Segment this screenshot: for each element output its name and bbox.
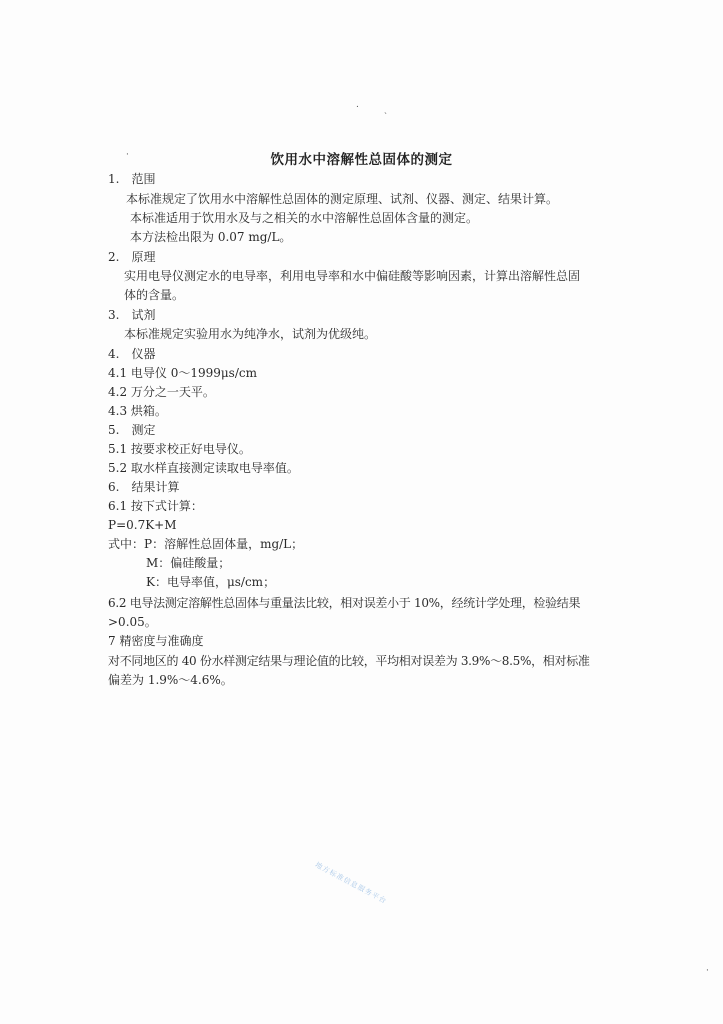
- body-line: >0.05。: [108, 615, 157, 629]
- section-heading-precision: 7 精密度与准确度: [108, 634, 204, 648]
- section-heading-principle: 2. 原理: [108, 250, 156, 264]
- body-line: 5.2 取水样直接测定读取电导率值。: [108, 461, 299, 475]
- body-line: M：偏硅酸量；: [146, 556, 231, 570]
- document-title: 饮用水中溶解性总固体的测定: [270, 152, 453, 168]
- body-line: 偏差为 1.9%～4.6%。: [108, 673, 233, 687]
- body-line: 6.1 按下式计算：: [108, 499, 203, 513]
- scan-speck: ˏ: [384, 105, 387, 115]
- watermark: 地方标准信息服务平台: [313, 860, 389, 906]
- body-line: 本方法检出限为 0.07 mg/L。: [130, 230, 292, 244]
- section-heading-scope: 1. 范围: [108, 172, 156, 186]
- section-heading-apparatus: 4. 仪器: [108, 347, 156, 361]
- body-line: 本标准适用于饮用水及与之相关的水中溶解性总固体含量的测定。: [130, 211, 479, 225]
- body-line: 4.1 电导仪 0～1999μs/cm: [108, 366, 257, 380]
- section-heading-measurement: 5. 测定: [108, 423, 156, 437]
- body-line: 体的含量。: [124, 288, 185, 302]
- scan-speck: ·: [126, 150, 129, 160]
- formula: P=0.7K+M: [108, 518, 177, 532]
- body-line: 式中：P：溶解性总固体量，mg/L；: [108, 537, 304, 551]
- section-heading-calculation: 6. 结果计算: [108, 480, 180, 494]
- body-line: 6.2 电导法测定溶解性总固体与重量法比较，相对误差小于 10%，经统计学处理，检验结果: [108, 596, 581, 610]
- body-line: 实用电导仪测定水的电导率，利用电导率和水中偏硅酸等影响因素，计算出溶解性总固: [124, 269, 581, 283]
- body-line: 本标准规定实验用水为纯净水，试剂为优级纯。: [124, 327, 377, 341]
- scan-speck: .: [356, 100, 359, 110]
- scan-speck: ·: [706, 966, 709, 976]
- body-line: 4.3 烘箱。: [108, 404, 167, 418]
- body-line: 对不同地区的 40 份水样测定结果与理论值的比较，平均相对误差为 3.9%～8.5%，相对标准: [108, 654, 590, 668]
- body-line: 本标准规定了饮用水中溶解性总固体的测定原理、试剂、仪器、测定、结果计算。: [126, 192, 559, 206]
- section-heading-reagents: 3. 试剂: [108, 308, 156, 322]
- body-line: 4.2 万分之一天平。: [108, 385, 215, 399]
- body-line: K：电导率值，μs/cm；: [146, 575, 276, 589]
- body-line: 5.1 按要求校正好电导仪。: [108, 442, 251, 456]
